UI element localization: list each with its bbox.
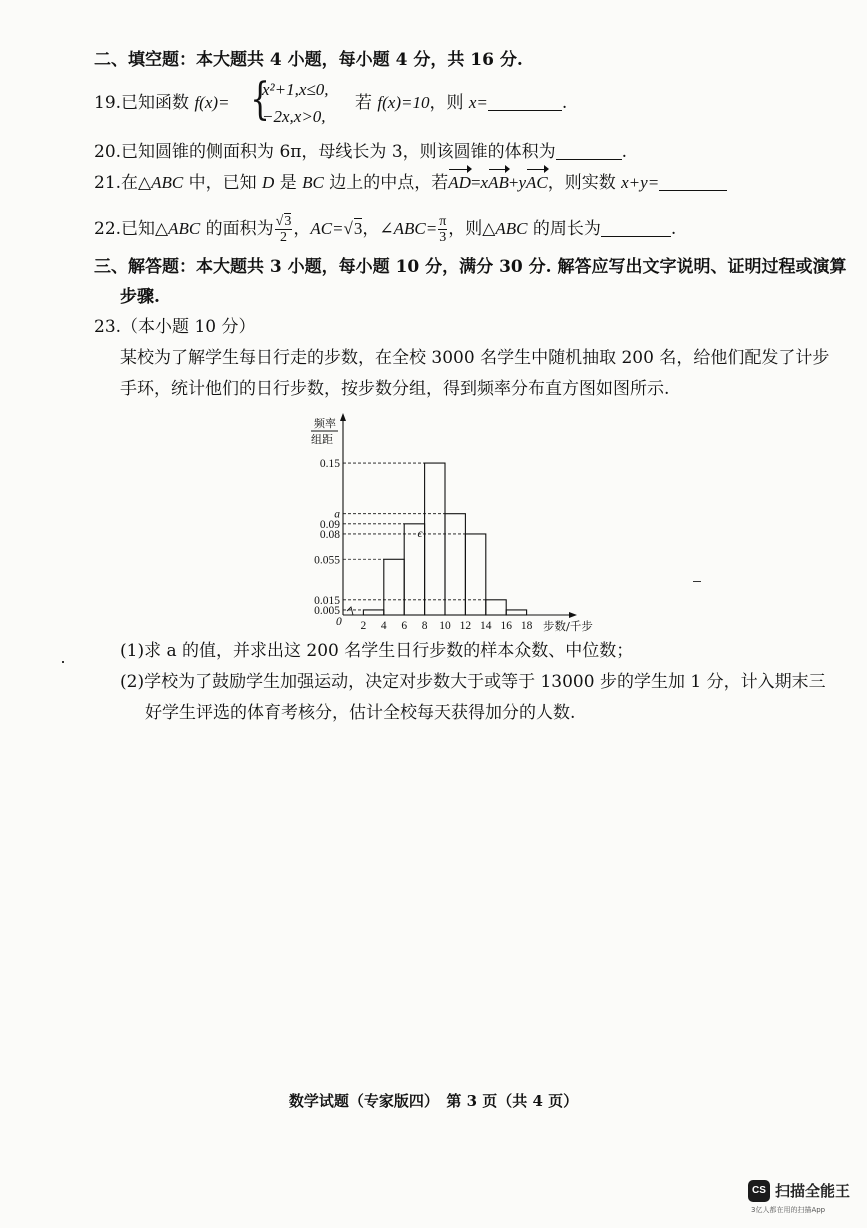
y-tick-label: 0.055 [314,554,340,567]
question-21-text-4: ，则实数 [547,173,622,193]
angle-fraction [438,214,447,245]
x-axis-label: 步数/千步 [543,619,593,633]
answer-blank-20[interactable] [556,143,622,160]
origin-label: 0 [336,616,342,628]
question-20 [94,141,627,163]
triangle-label: ABC [168,219,201,238]
y-tick-label: 0.15 [319,458,340,471]
answer-blank-21[interactable] [659,174,727,191]
question-19-variable: x= [468,93,488,112]
angle-numerator: π [439,214,447,229]
answer-blank-19[interactable] [488,94,562,111]
question-22-text-4: ，则△ [448,219,496,239]
question-23-body-line-1: 某校为了解学生每日行走的步数，在全校 3000 名学生中随机抽取 200 名，给他们配发了计步 [120,348,830,368]
question-19-intro [94,92,230,114]
angle-denominator: 3 [439,230,447,245]
bar-annotation: c [417,527,423,540]
question-21-pre: 21.在△ [94,173,152,193]
histogram-bar [425,463,445,615]
chart-gridlines [343,463,486,610]
y-tick-label: a [334,508,340,521]
answer-blank-22[interactable] [601,220,671,237]
chart-axes [340,413,577,618]
question-20-text: 20.已知圆锥的侧面积为 6π，母线长为 3，则该圆锥的体积为 [94,142,556,162]
question-19-function-name: f(x)= [194,93,230,112]
section-2-heading: 二、填空题：本大题共 4 小题，每小题 4 分，共 16 分. [94,50,523,70]
question-23-body-line-2: 手环，统计他们的日行步数，按步数分组，得到频率分布直方图如图所示. [120,379,670,399]
scan-speck [62,661,64,663]
question-19-mid-text: 若 [355,93,378,113]
section-3-heading-line-2: 步骤. [120,287,160,307]
question-22-text-1: 的面积为 [200,219,274,239]
y-axis-label-top: 频率 [314,417,336,430]
angle-abc-label: ABC= [393,219,438,238]
section-3-heading-line-1: 三、解答题：本大题共 3 小题，每小题 10 分，满分 30 分. 解答应写出文字说明、证明过程或演算 [94,257,847,277]
equals-sign: = [470,173,481,192]
y-axis-arrow [340,413,346,421]
area-numerator: 3 [284,214,292,229]
vector-ab: AB [488,173,509,192]
y-tick-label: 0.015 [314,594,340,607]
piecewise-brace: { [250,74,270,125]
chart-ticks [314,458,532,632]
histogram-bar [465,534,485,615]
x-tick-label: 4 [380,620,387,632]
question-19-mid-text-2: ，则 [429,93,469,113]
point-d-label: D [262,173,275,192]
question-23-title: 23.（本小题 10 分） [94,317,256,337]
question-19-end: . [561,93,568,113]
vector-ad: AD [448,173,471,192]
triangle-label: ABC [151,173,184,192]
question-20-end: . [621,142,628,162]
area-fraction [275,214,293,245]
page-footer: 数学试题（专家版四） 第 3 页（共 4 页） [288,1092,579,1110]
y-tick-label: 0.005 [314,604,340,617]
question-23-part-1: (1)求 a 的值，并求出这 200 名学生日行步数的样本众数、中位数； [120,641,634,661]
piecewise-case-2: −2x,x>0, [262,107,326,126]
question-22-pre: 22.已知△ [94,219,169,239]
plus-sign: + [508,173,519,192]
side-ac-value: 3 [353,219,363,238]
question-23-part-2-line-2: 好学生评选的体育考核分，估计全校每天获得加分的人数. [145,703,576,723]
frequency-histogram [290,410,610,635]
triangle-label-2: ABC [495,219,528,238]
sqrt-sign: √ [343,219,353,238]
segment-bc-label: BC [302,173,324,192]
scanner-app-tagline: 3亿人都在用的扫描App [751,1206,826,1214]
side-ac-label: AC= [310,219,344,238]
coefficient-x: x [480,173,489,192]
question-19-number: 19. [94,93,122,113]
question-23-part-2-line-1: (2)学校为了鼓励学生加强运动，决定对步数大于或等于 13000 步的学生加 1 分，计入期末三 [120,672,826,692]
x-tick-label: 14 [480,620,492,632]
area-denominator: 2 [279,230,287,245]
coefficient-y: y [518,173,526,192]
scanner-app-name: 扫描全能王 [775,1182,851,1200]
sqrt-sign: √ [275,214,284,229]
question-21-text-3: 边上的中点，若 [323,173,449,193]
question-22-text-2: ， [293,219,311,239]
vector-ac: AC [526,173,548,192]
histogram-bar [363,610,383,615]
y-axis-label-bottom: 组距 [311,433,333,446]
question-19-condition-expr: f(x)=10 [377,93,430,112]
question-22-end: . [670,219,677,239]
question-22-text-3: ，∠ [362,219,394,239]
y-tick-label: 0.08 [319,528,340,541]
x-tick-label: 10 [439,620,451,632]
y-tick-label: 0.09 [319,518,340,531]
x-tick-label: 8 [421,620,428,632]
axis-break-mark [347,607,353,615]
x-axis-arrow [569,612,577,618]
question-21-text-1: 中，已知 [183,173,263,193]
question-22-text-5: 的周长为 [527,219,601,239]
sum-expression: x+y= [621,173,660,192]
histogram-bar [384,559,404,615]
x-tick-label: 6 [401,620,408,632]
x-tick-label: 18 [520,620,533,632]
x-tick-label: 2 [360,620,367,632]
chart-bars [363,463,526,615]
chart-labels [311,416,593,633]
scanner-app-logo: CS [748,1180,770,1202]
piecewise-case-1: x²+1,x≤0, [262,80,329,99]
question-19-lead: 已知函数 [121,93,195,113]
histogram-bar [486,600,506,615]
question-21 [94,172,727,194]
question-19-condition [355,92,567,114]
x-tick-label: 12 [459,620,472,632]
scan-speck [693,581,701,582]
question-21-text-2: 是 [274,173,303,193]
question-22 [94,214,676,245]
histogram-bar [506,610,526,615]
x-tick-label: 16 [500,620,512,632]
